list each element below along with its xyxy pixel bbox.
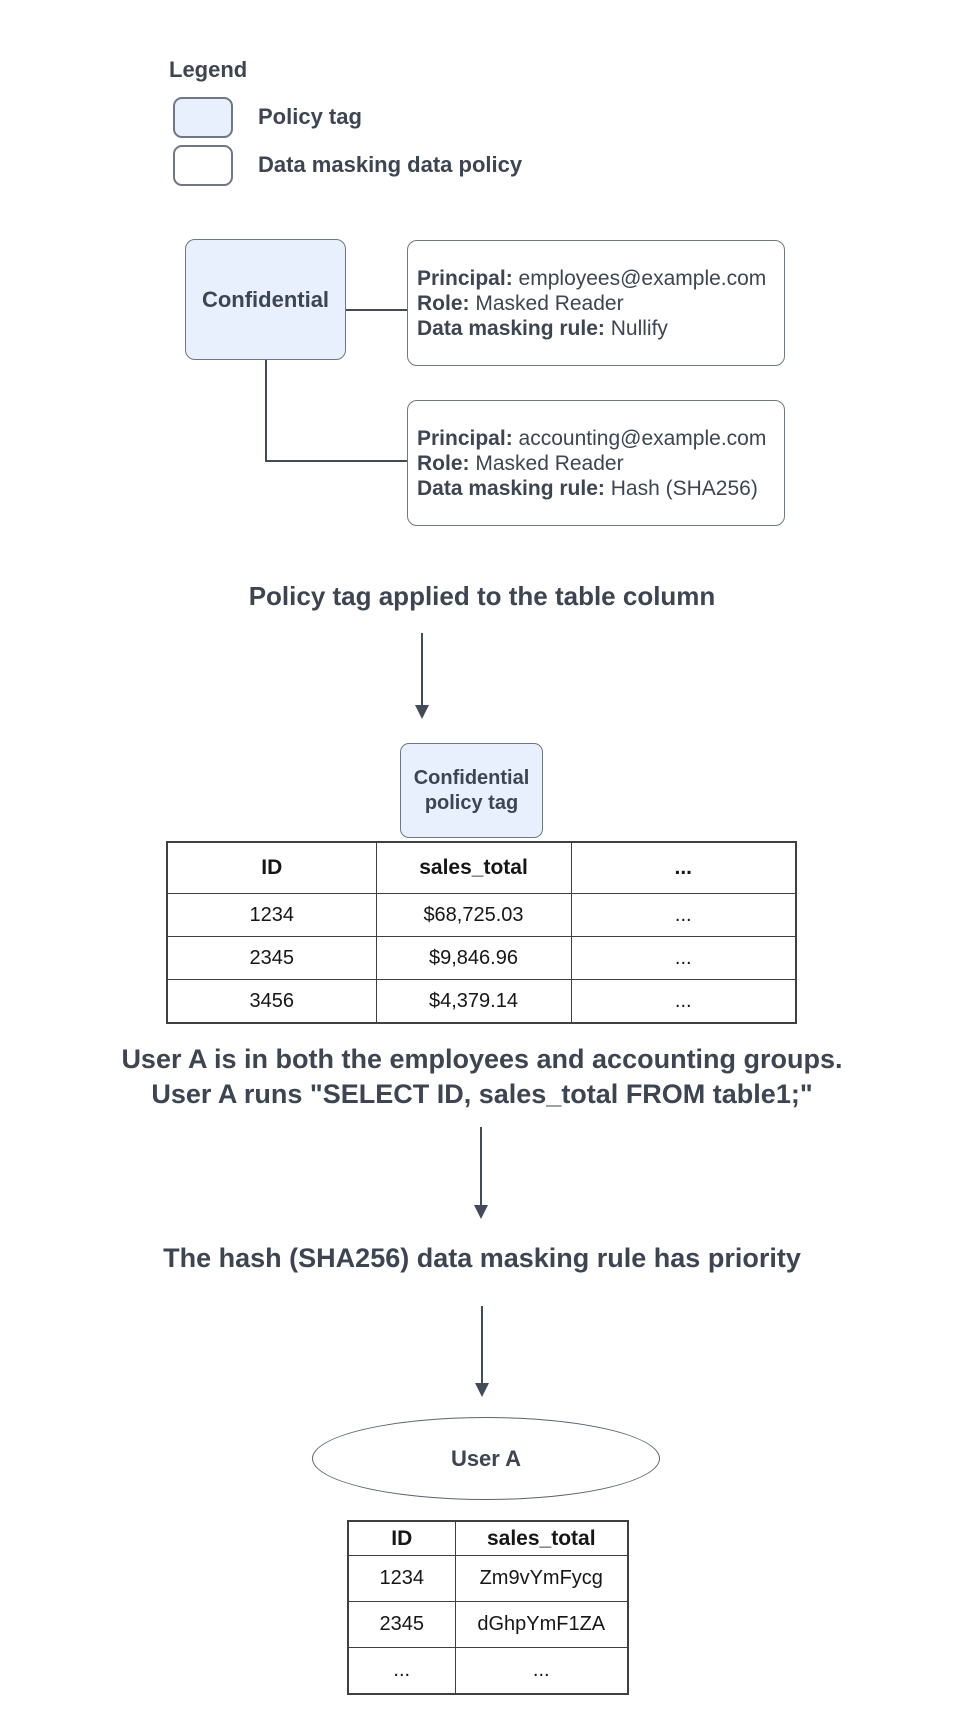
table-cell: ... [571, 894, 796, 937]
principal-value: employees@example.com [518, 266, 767, 290]
down-arrow-1-head [415, 705, 429, 719]
table-header-row [348, 1521, 628, 1556]
rule-value: Hash (SHA256) [610, 476, 758, 500]
confidential-policy-tag-badge [400, 743, 543, 838]
table-cell: 2345 [348, 1602, 455, 1648]
table-row [167, 894, 796, 937]
rule-label: Data masking rule: [417, 476, 605, 500]
heading-user-groups-line1: User A is in both the employees and accounting groups. [121, 1044, 843, 1074]
policy-tag-swatch [173, 97, 233, 138]
rule-label: Data masking rule: [417, 316, 605, 340]
table-row [167, 937, 796, 980]
legend-title: Legend [169, 57, 248, 82]
table-header-row [167, 842, 796, 894]
confidential-node-label: Confidential [201, 286, 330, 312]
table-cell: 1234 [167, 894, 376, 937]
policy-role-line [417, 291, 624, 316]
user-a-node [312, 1417, 660, 1500]
user-a-label: User A [450, 1445, 522, 1471]
table-cell: $4,379.14 [376, 980, 571, 1024]
result-table [347, 1520, 629, 1695]
heading-user-groups-line2: User A runs "SELECT ID, sales_total FROM table1;" [151, 1079, 813, 1109]
data-masking-policy-legend-label: Data masking data policy [258, 152, 523, 177]
principal-value: accounting@example.com [518, 426, 767, 450]
connector-confidential-to-accounting-policy-horizontal [265, 460, 407, 462]
table-cell: ... [571, 937, 796, 980]
source-table [166, 841, 797, 1024]
table-header-cell: ... [571, 842, 796, 894]
table-row [348, 1556, 628, 1602]
table-cell: Zm9vYmFycg [455, 1556, 628, 1602]
down-arrow-3-line [481, 1306, 483, 1384]
table-cell: dGhpYmF1ZA [455, 1602, 628, 1648]
role-value: Masked Reader [475, 451, 624, 475]
policy-principal-line [417, 426, 766, 451]
table-cell: 2345 [167, 937, 376, 980]
table-header-cell: sales_total [455, 1521, 628, 1556]
column-tag-line2: policy tag [424, 791, 519, 814]
table-row [348, 1602, 628, 1648]
policy-tag-legend-label: Policy tag [258, 104, 362, 129]
confidential-policy-tag-node [185, 239, 346, 360]
role-label: Role: [417, 291, 470, 315]
table-cell: 1234 [348, 1556, 455, 1602]
table-cell: $9,846.96 [376, 937, 571, 980]
policy-principal-line [417, 266, 766, 291]
data-masking-policy-swatch [173, 145, 233, 186]
table-row [167, 980, 796, 1024]
table-cell: 3456 [167, 980, 376, 1024]
down-arrow-3-head [475, 1383, 489, 1397]
down-arrow-2-head [474, 1205, 488, 1219]
heading-user-groups [0, 1042, 964, 1112]
policy-role-line [417, 451, 624, 476]
role-label: Role: [417, 451, 470, 475]
role-value: Masked Reader [475, 291, 624, 315]
connector-confidential-to-employees-policy [346, 309, 407, 311]
rule-value: Nullify [610, 316, 668, 340]
heading-hash-priority: The hash (SHA256) data masking rule has priority [163, 1243, 801, 1273]
table-cell: ... [455, 1648, 628, 1695]
table-header-cell: sales_total [376, 842, 571, 894]
table-cell: ... [571, 980, 796, 1024]
masking-policy-accounting [407, 400, 785, 526]
column-tag-line1: Confidential [413, 766, 530, 789]
masking-policy-employees [407, 240, 785, 366]
principal-label: Principal: [417, 426, 513, 450]
heading-policy-tag-applied: Policy tag applied to the table column [248, 581, 716, 611]
policy-rule-line [417, 316, 668, 341]
table-row [348, 1648, 628, 1695]
principal-label: Principal: [417, 266, 513, 290]
table-cell: $68,725.03 [376, 894, 571, 937]
policy-rule-line [417, 476, 758, 501]
down-arrow-1-line [421, 633, 423, 706]
down-arrow-2-line [480, 1127, 482, 1206]
connector-confidential-to-accounting-policy-vertical [265, 360, 267, 462]
table-cell: ... [348, 1648, 455, 1695]
table-header-cell: ID [167, 842, 376, 894]
table-header-cell: ID [348, 1521, 455, 1556]
